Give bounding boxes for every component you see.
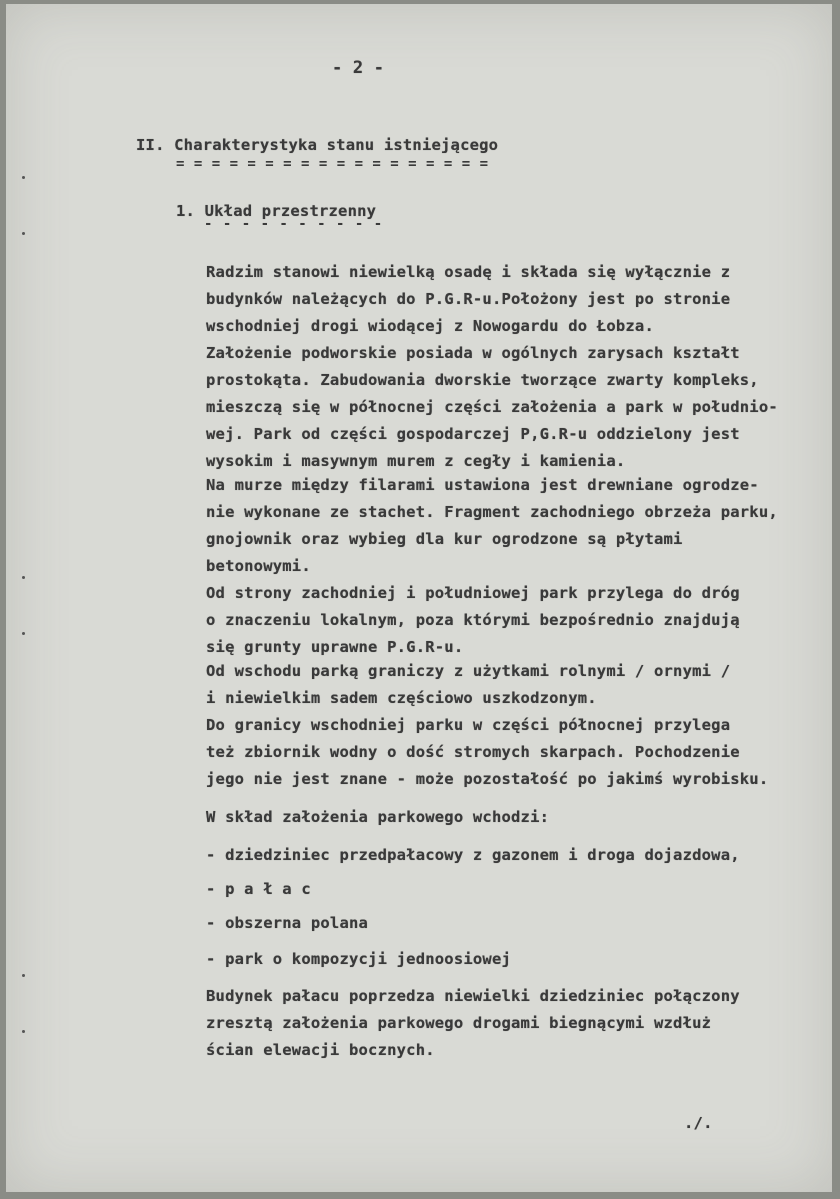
paragraph-line: i niewielkim sadem częściowo uszkodzonym. — [206, 689, 597, 707]
punch-mark — [22, 176, 25, 179]
document-page — [6, 4, 832, 1192]
punch-mark — [22, 632, 25, 635]
paragraph-line: Budynek pałacu poprzedza niewielki dziedziniec połączony — [206, 987, 740, 1005]
page-number: - 2 - — [332, 58, 385, 78]
list-item: - dziedziniec przedpałacowy z gazonem i droga dojazdowa, — [206, 846, 740, 864]
subsection-heading-underline: - - - - - - - - - - — [204, 216, 384, 232]
paragraph-line: Do granicy wschodniej parku w części północnej przylega — [206, 716, 731, 734]
list-item: - obszerna polana — [206, 914, 369, 932]
paragraph-line: Radzim stanowi niewielką osadę i składa się wyłącznie z — [206, 263, 731, 281]
section-heading: II. Charakterystyka stanu istniejącego — [136, 136, 499, 154]
punch-mark — [22, 974, 25, 977]
list-intro: W skład założenia parkowego wchodzi: — [206, 808, 550, 826]
paragraph-line: nie wykonane ze stachet. Fragment zachodniego obrzeża parku, — [206, 503, 778, 521]
paragraph-line: Od wschodu parką graniczy z użytkami rolnymi / ornymi / — [206, 662, 731, 680]
punch-mark — [22, 576, 25, 579]
paragraph-line: zresztą założenia parkowego drogami biegnącymi wzdłuż — [206, 1014, 712, 1032]
continuation-mark: ./. — [684, 1114, 713, 1132]
paragraph-line: wysokim i masywnym murem z cegły i kamienia. — [206, 452, 626, 470]
paragraph-line: Na murze między filarami ustawiona jest drewniane ogrodze- — [206, 476, 759, 494]
paragraph-line: prostokąta. Zabudowania dworskie tworzące zwarty kompleks, — [206, 371, 759, 389]
list-item: - p a ł a c — [206, 880, 311, 898]
paragraph-line: jego nie jest znane - może pozostałość po jakimś wyrobisku. — [206, 770, 769, 788]
paragraph-line: wschodniej drogi wiodącej z Nowogardu do Łobza. — [206, 317, 654, 335]
paragraph-line: gnojownik oraz wybieg dla kur ogrodzone są płytami — [206, 530, 683, 548]
punch-mark — [22, 232, 25, 235]
punch-mark — [22, 1030, 25, 1033]
paragraph-line: Od strony zachodniej i południowej park przylega do dróg — [206, 584, 740, 602]
paragraph-line: mieszczą się w północnej części założenia a park w południo- — [206, 398, 778, 416]
list-item: - park o kompozycji jednoosiowej — [206, 950, 512, 968]
paragraph-line: o znaczeniu lokalnym, poza którymi bezpośrednio znajdują — [206, 611, 740, 629]
section-heading-underline: = = = = = = = = = = = = = = = = = = — [176, 156, 489, 172]
paragraph-line: ścian elewacji bocznych. — [206, 1041, 435, 1059]
subsection-heading: 1. Układ przestrzenny — [176, 202, 377, 220]
paragraph-line: też zbiornik wodny o dość stromych skarpach. Pochodzenie — [206, 743, 740, 761]
paragraph-line: Założenie podworskie posiada w ogólnych zarysach kształt — [206, 344, 740, 362]
paragraph-line: się grunty uprawne P.G.R-u. — [206, 638, 464, 656]
paragraph-line: budynków należących do P.G.R-u.Położony jest po stronie — [206, 290, 731, 308]
paragraph-line: wej. Park od części gospodarczej P,G.R-u oddzielony jest — [206, 425, 740, 443]
paragraph-line: betonowymi. — [206, 557, 311, 575]
